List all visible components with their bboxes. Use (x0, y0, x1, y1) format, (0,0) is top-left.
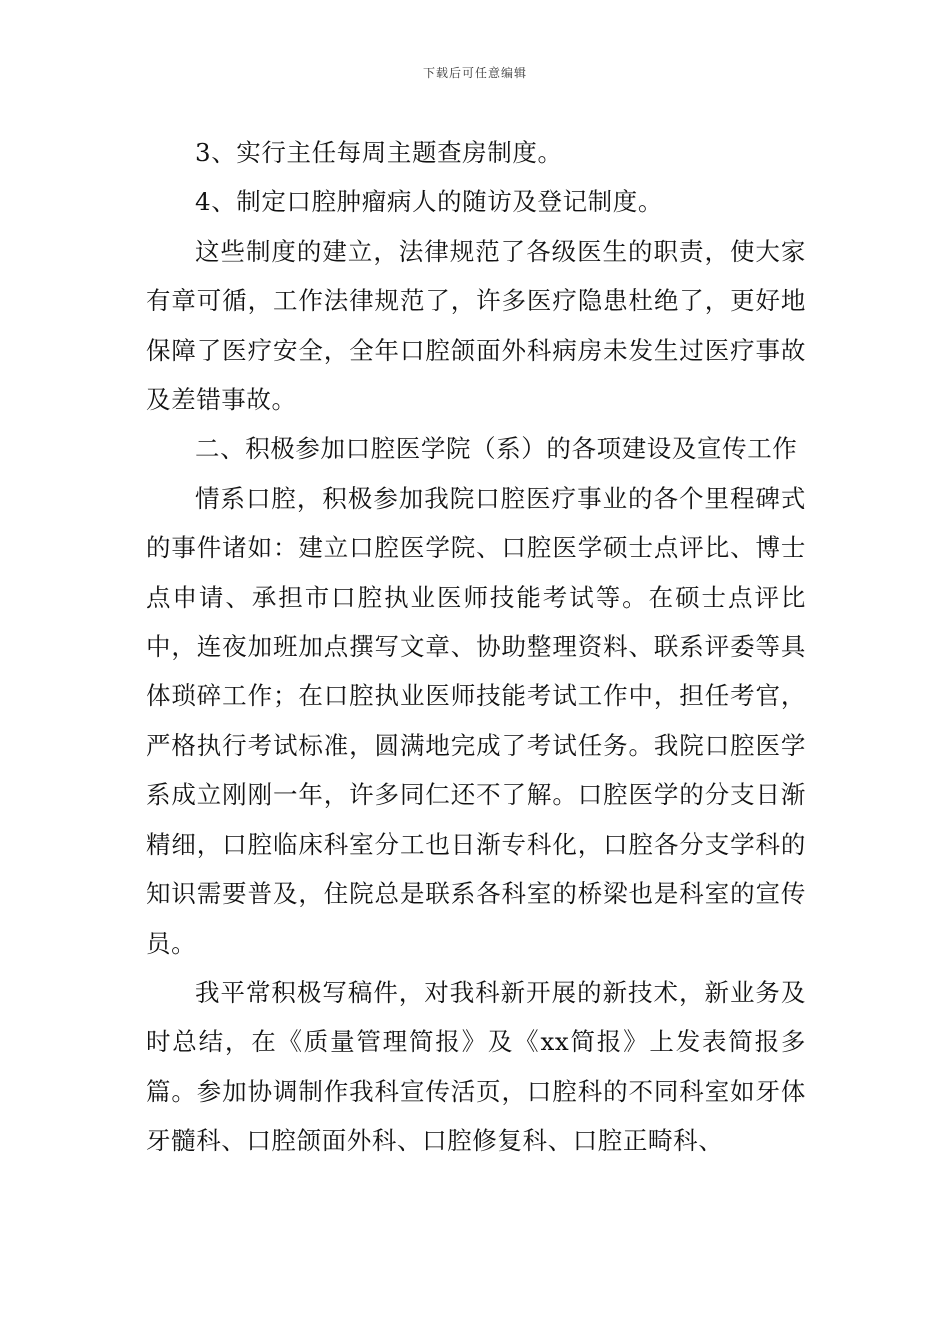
page-header-note: 下载后可任意编辑 (422, 66, 527, 80)
paragraph-item-4: 4、制定口腔肿瘤病人的随访及登记制度。 (195, 187, 663, 217)
paragraph-publicity-work: 我平常积极写稿件，对我科新开展的新技术，新业务及时总结，在《质量管理简报》及《xx简报》上发表简报多篇。参加协调制作我科宣传活页，口腔科的不同科室如牙体牙髓科、口腔颌面外科、口腔修复科、口腔正畸科、 (146, 977, 806, 1156)
section-heading-2: 二、积极参加口腔医学院（系）的各项建设及宣传工作 (195, 434, 798, 464)
paragraph-construction-work: 情系口腔，积极参加我院口腔医疗事业的各个里程碑式的事件诸如：建立口腔医学院、口腔医学硕士点评比、博士点申请、承担市口腔执业医师技能考试等。在硕士点评比中，连夜加班加点撰写文章、协助整理资料、联系评委等具体琐碎工作；在口腔执业医师技能考试工作中，担任考官，严格执行考试标准，圆满地完成了考试任务。我院口腔医学系成立刚刚一年，许多同仁还不了解。口腔医学的分支日渐精细，口腔临床科室分工也日渐专科化，口腔各分支学科的知识需要普及，住院总是联系各科室的桥梁也是科室的宣传员。 (146, 483, 806, 958)
paragraph-item-3: 3、实行主任每周主题查房制度。 (195, 138, 563, 167)
paragraph-system-effect: 这些制度的建立，法律规范了各级医生的职责，使大家有章可循，工作法律规范了，许多医疗隐患杜绝了，更好地保障了医疗安全，全年口腔颌面外科病房未发生过医疗事故及差错事故。 (146, 236, 806, 415)
document-body (146, 128, 806, 1166)
